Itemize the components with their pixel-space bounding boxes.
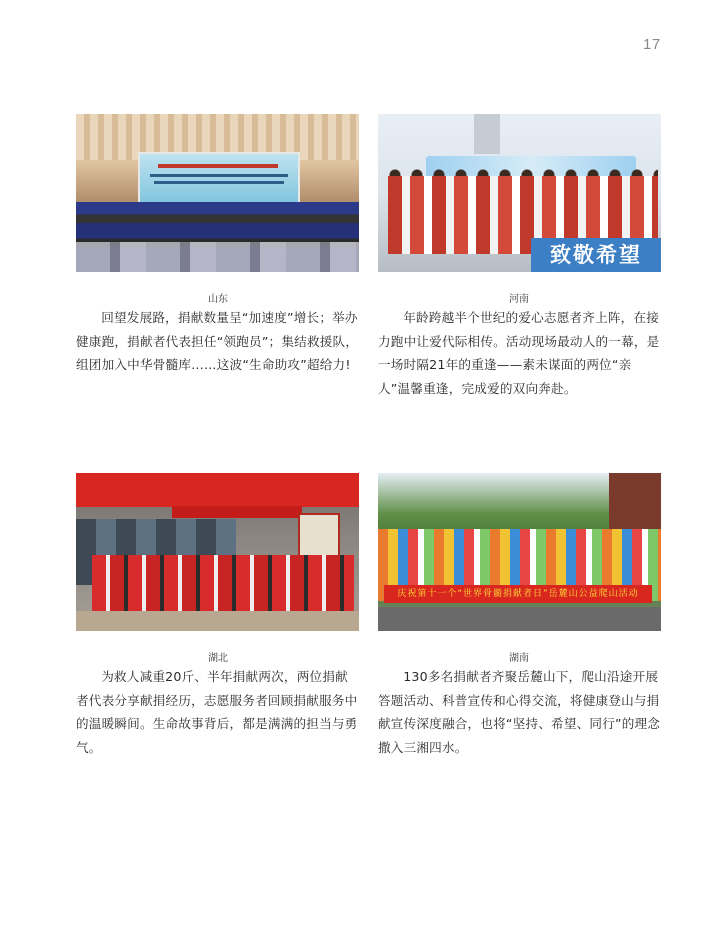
pavement [76,611,359,631]
henan-caption: 河南 [509,294,529,305]
red-cross-sign [172,506,302,518]
hunan-caption: 湖南 [509,653,529,664]
volunteer-group [92,555,354,611]
hunan-banner: 庆祝第十一个“世界骨髓捐献者日”岳麓山公益爬山活动 [384,585,652,603]
page-number: 17 [643,36,661,53]
hubei-photo [76,473,359,631]
shandong-caption: 山东 [208,294,228,305]
henan-paragraph: 年龄跨越半个世纪的爱心志愿者齐上阵，在接力跑中让爱代际相传。活动现场最动人的一幕，是一场时隔21年的重逢——素未谋面的两位“亲人”温馨重逢，完成爱的双向奔赴。 [378,310,660,396]
henan-slogan: 致敬希望 [531,238,661,272]
shandong-photo [76,114,359,272]
storefront-sign [76,473,359,507]
hunan-paragraph: 130多名捐献者齐聚岳麓山下，爬山沿途开展答题活动、科普宣传和心得交流，将健康登山与捐献宣传深度融合，也将“坚持、希望、同行”的理念撒入三湘四水。 [378,669,661,755]
stone-steps [378,607,661,631]
henan-photo [378,114,661,272]
tower [474,114,500,154]
hubei-paragraph: 为救人减重20斤、半年捐献两次，两位捐献者代表分享献捐经历，志愿服务者回顾捐献服务中的温暖瞬间。生命故事背后，都是满满的担当与勇气。 [76,669,358,755]
hubei-caption: 湖北 [208,653,228,664]
audience-chairs [76,242,359,272]
stage-screen [138,152,300,206]
shandong-paragraph: 回望发展路，捐献数量呈“加速度”增长；举办健康跑，捐献者代表担任“领跑员”；集结救援队，组团加入中华骨髓库……这波“生命助攻”超给力! [76,310,359,373]
hunan-photo [378,473,661,631]
